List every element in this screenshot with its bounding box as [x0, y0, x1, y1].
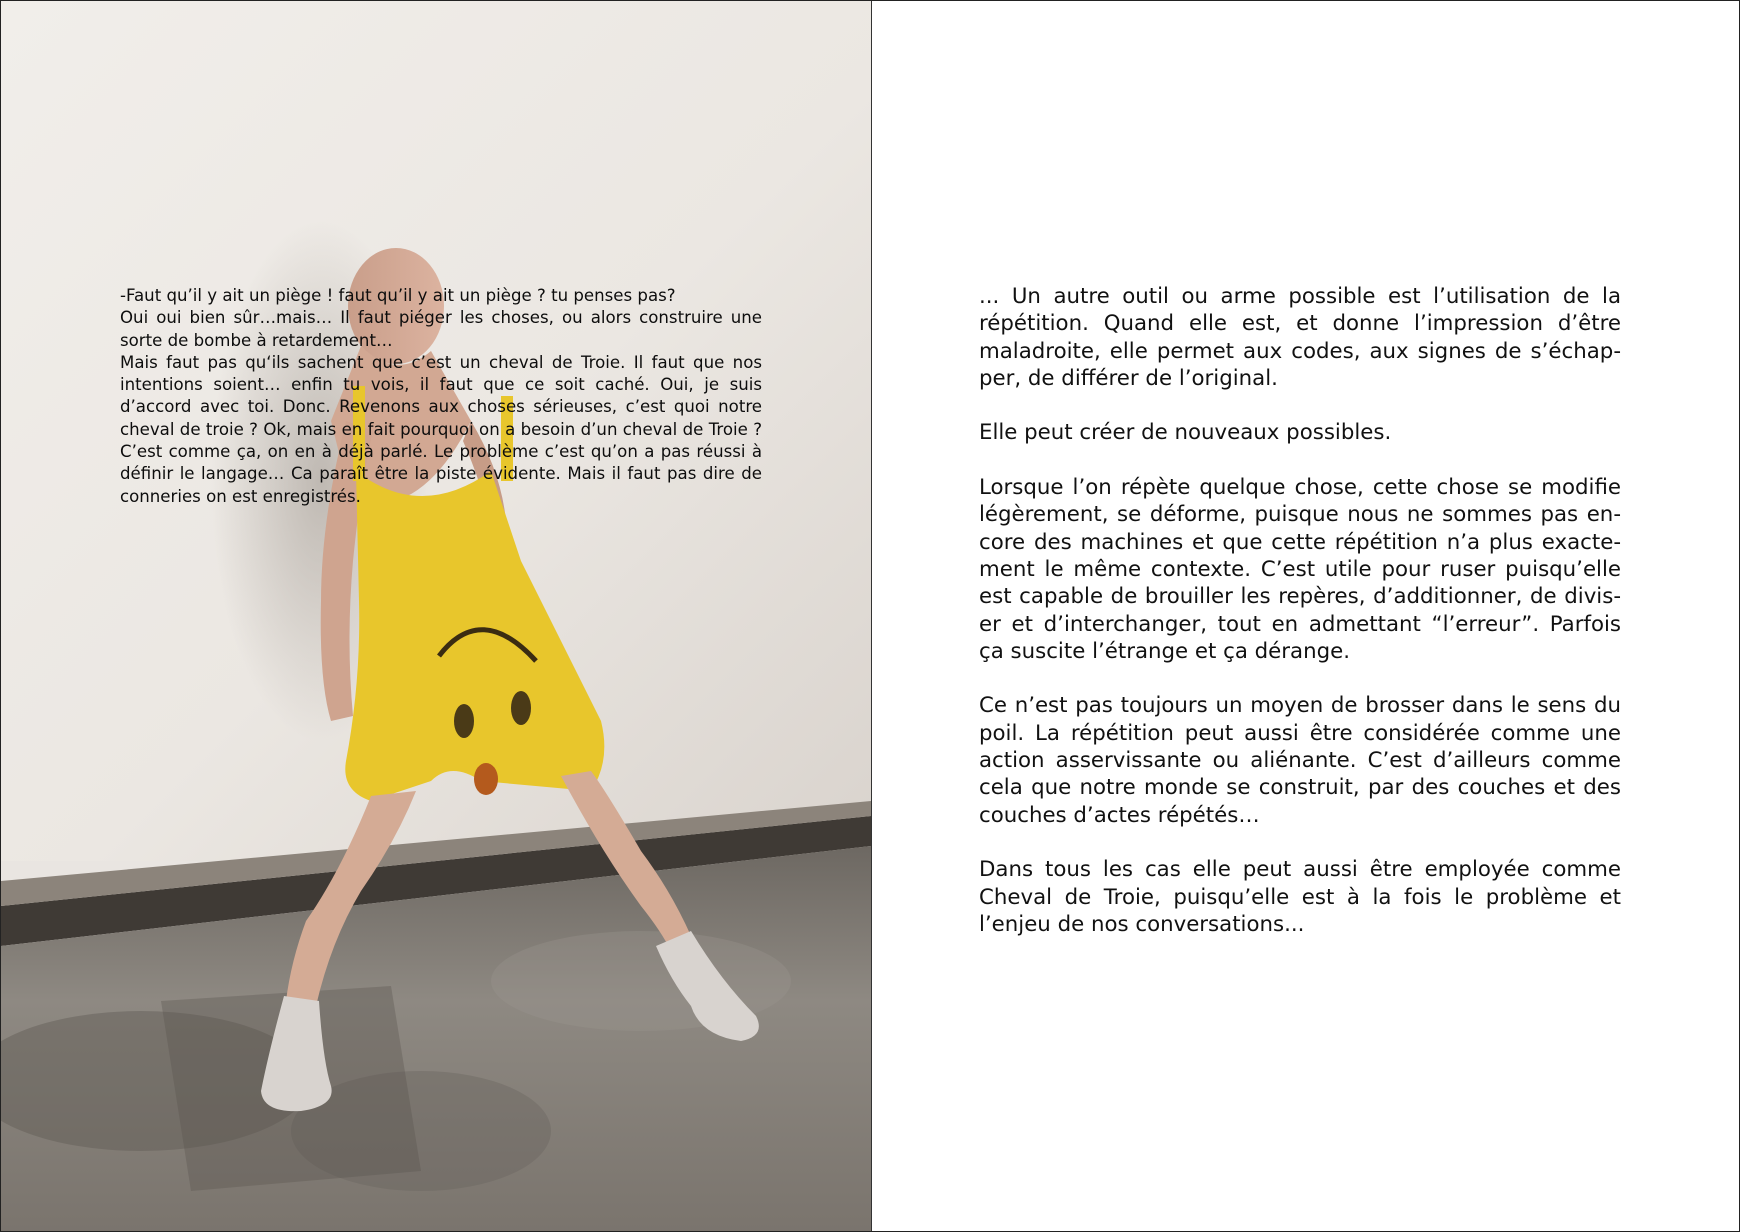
overlay-paragraph: Mais faut pas qu‘ils sachent que c’est un cheval de Troie. Il faut que nos intentions soient… enfin tu vois, il faut que ce soit caché. Oui, je suis d’accord avec toi. Donc. Revenons aux choses sérieuses, c’est quoi notre cheval de troie ? Ok, mais en fait pourquoi on a besoin d’un cheval de Troie ? C’est comme ça, on en à déjà parlé. Le problème c’est qu’on a pas réussi à définir le langage… Ca paraît être la piste évidente. Mais il faut pas dire de conneries on est enregistrés. [120, 352, 762, 506]
right-page [872, 1, 1740, 1232]
essay-paragraph: Ce n’est pas toujours un moyen de brosser dans le sens du poil. La répétition peut aussi être considérée comme une action asservissante ou aliénante. C’est d’ailleurs comme cela que notre monde se construit, par des couches et des couches d’actes répétés… [979, 693, 1621, 828]
essay-paragraph: Dans tous les cas elle peut aussi être employée comme Cheval de Troie, puisqu’elle est à la fois le problème et l’enjeu de nos conversations... [979, 857, 1621, 937]
overlay-paragraph: Oui oui bien sûr…mais… Il faut piéger les choses, ou alors construire une sorte de bombe à retardement… [120, 308, 762, 350]
essay-paragraph: Elle peut créer de nouveaux possibles. [979, 420, 1392, 446]
overlay-dialogue-text [120, 285, 762, 508]
photo-man-yellow-overalls-icon [1, 1, 871, 1232]
essay-paragraph: ... Un autre outil ou arme possible est l’utilisation de la répétition. Quand elle est, et donne l’impression d’être maladroite, elle permet aux codes, aux signes de s’échapper, de différer de l’original. [979, 284, 1621, 391]
overlay-paragraph: -Faut qu’il y ait un piège ! faut qu’il y ait un piège ? tu penses pas? [120, 286, 676, 305]
essay-paragraph: Lorsque l’on répète quelque chose, cette chose se modifie légèrement, se déforme, puisque nous ne sommes pas encore des machines et que cette répétition n’a plus exactement le même contexte. C’est utile pour ruser puisqu’elle est capable de brouiller les repères, d’additionner, de diviser et d’interchanger, tout en admettant “l’erreur”. Parfois ça suscite l’étrange et ça dérange. [979, 475, 1621, 664]
essay-text [979, 283, 1621, 965]
left-page [1, 1, 871, 1232]
